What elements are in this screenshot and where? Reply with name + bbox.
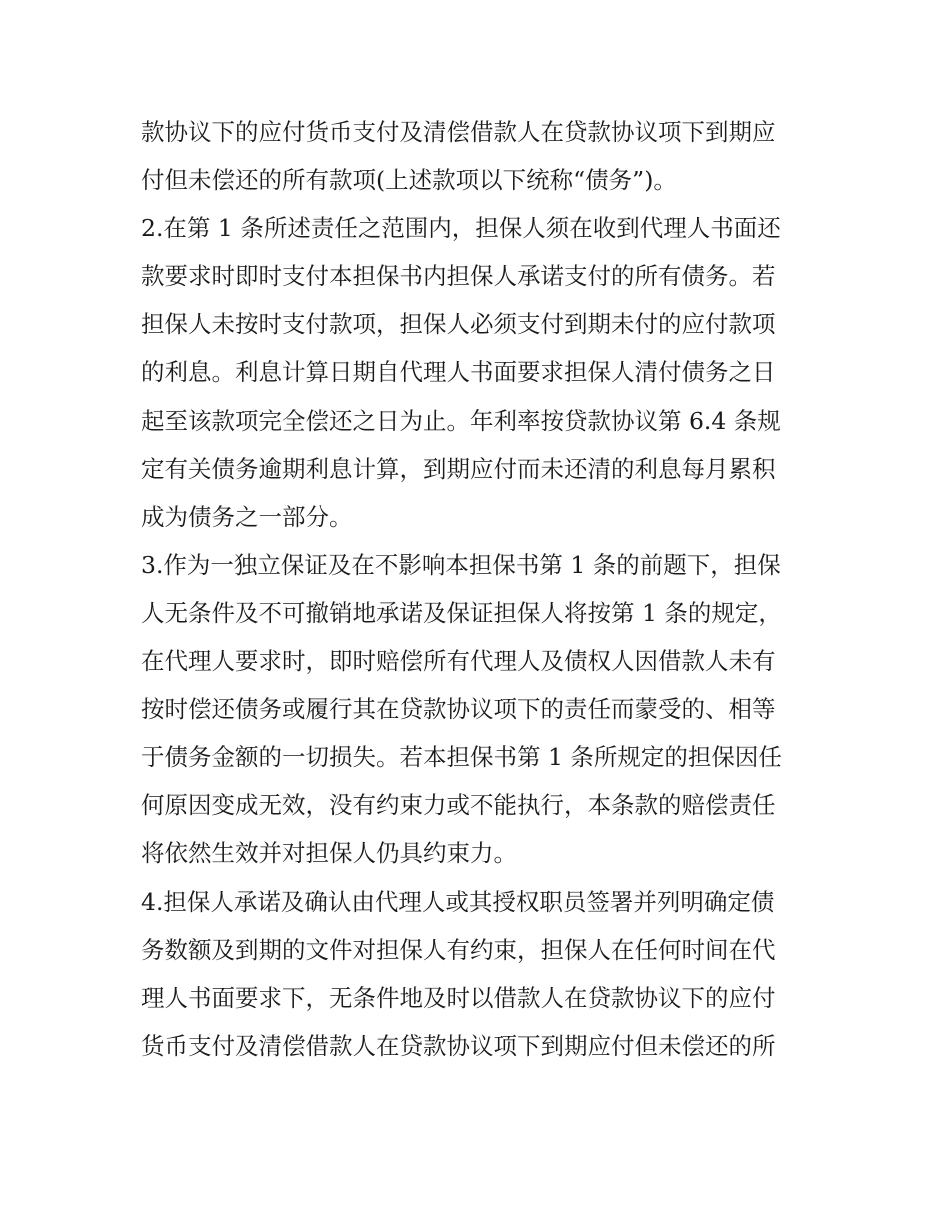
text-line: 货币支付及清偿借款人在贷款协议项下到期应付但未偿还的所 <box>141 1031 776 1060</box>
text-line: 款要求时即时支付本担保书内担保人承诺支付的所有债务。若 <box>141 262 776 291</box>
text-line: 理人书面要求下，无条件地及时以借款人在贷款协议下的应付 <box>141 983 776 1012</box>
text-line: 在代理人要求时，即时赔偿所有代理人及债权人因借款人未有 <box>141 647 776 676</box>
text-line: 将依然生效并对担保人仍具约束力。 <box>141 839 517 868</box>
text-line: 按时偿还债务或履行其在贷款协议项下的责任而蒙受的、相等 <box>141 695 776 724</box>
text-line: 4.担保人承诺及确认由代理人或其授权职员签署并列明确定债 <box>141 887 775 916</box>
text-line: 付但未偿还的所有款项(上述款项以下统称“债务”)。 <box>141 166 677 195</box>
text-line: 的利息。利息计算日期自代理人书面要求担保人清付债务之日 <box>141 358 776 387</box>
text-line: 款协议下的应付货币支付及清偿借款人在贷款协议项下到期应 <box>141 118 776 146</box>
text-line: 3.作为一独立保证及在不影响本担保书第 1 条的前题下，担保 <box>141 550 781 579</box>
text-line: 何原因变成无效，没有约束力或不能执行，本条款的赔偿责任 <box>141 791 776 820</box>
text-line: 担保人未按时支付款项，担保人必须支付到期未付的应付款项 <box>141 310 776 339</box>
text-line: 于债务金额的一切损失。若本担保书第 1 条所规定的担保因任 <box>141 743 782 772</box>
document-body <box>141 108 821 1070</box>
text-line: 务数额及到期的文件对担保人有约束，担保人在任何时间在代 <box>141 935 776 964</box>
text-line: 2.在第 1 条所述责任之范围内，担保人须在收到代理人书面还 <box>141 214 781 243</box>
text-line: 起至该款项完全偿还之日为止。年利率按贷款协议第 6.4 条规 <box>141 406 781 435</box>
text-line: 定有关债务逾期利息计算，到期应付而未还清的利息每月累积 <box>141 454 776 483</box>
text-line: 成为债务之一部分。 <box>141 502 353 531</box>
text-line: 人无条件及不可撤销地承诺及保证担保人将按第 1 条的规定， <box>141 598 782 627</box>
